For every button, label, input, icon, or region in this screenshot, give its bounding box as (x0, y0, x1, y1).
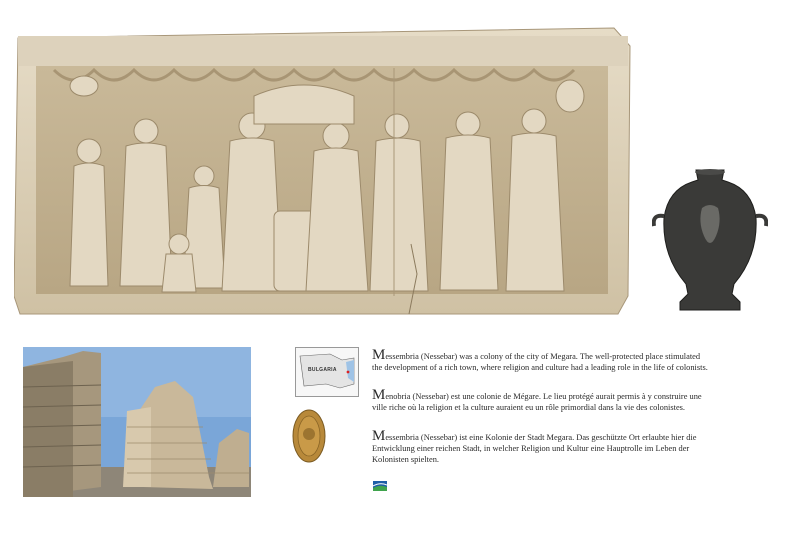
paragraph-text: enobria (Nessebar) est une colonie de Mégare. Le lieu protégé aurait permis à y construire une ville riche où la religion et la culture auraient eu un rôle primordial dans la vie des colonistes. (372, 392, 702, 412)
ruins-photo (23, 347, 251, 497)
map-thumbnail (295, 347, 359, 397)
vase-image (652, 168, 768, 314)
paragraph-english (372, 347, 712, 373)
initial-letter: M (372, 428, 386, 444)
paragraph-german (372, 428, 712, 465)
map-label: BULGARIA (308, 367, 337, 373)
paragraph-text: essembria (Nessebar) was a colony of the city of Megara. The well-protected place stimulated the development of a rich town, where religion and culture had a leading role in the life of colonists. (372, 352, 708, 372)
initial-letter: M (372, 347, 386, 363)
paragraph-text: essembria (Nessebar) ist eine Kolonie der Stadt Megara. Das geschützte Ort erlaubte hier die Entwicklung einer reichen Stadt, in welcher Religion und Kultur eine Hauptrolle im Leben der Kolonisten spielten. (372, 433, 697, 464)
paragraph-french (372, 387, 712, 413)
initial-letter: M (372, 387, 386, 403)
medallion-image (291, 408, 327, 464)
logo-icon (373, 481, 387, 491)
relief-image (14, 26, 632, 316)
